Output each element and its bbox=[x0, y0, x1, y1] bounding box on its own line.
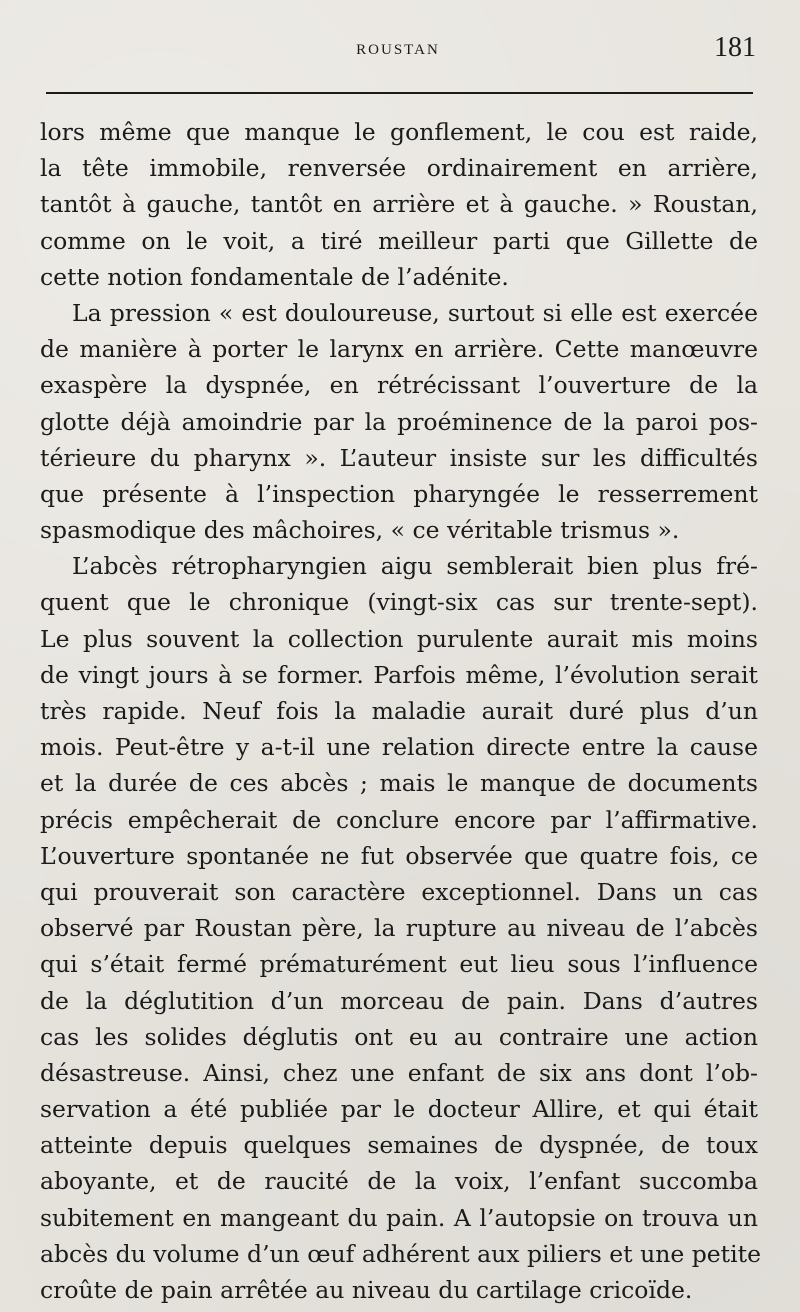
text-line: de vingt jours à se former. Parfois même, l’évolution serait bbox=[40, 660, 758, 689]
text-line: tantôt à gauche, tantôt en arrière et à gauche. » Roustan, bbox=[40, 190, 758, 219]
text-line: que présente à l’inspection pharyngée le resserrement bbox=[40, 479, 758, 508]
text-line: comme on le voit, a tiré meilleur parti que Gillette de bbox=[40, 226, 758, 255]
text-line: L’ouverture spontanée ne fut observée que quatre fois, ce bbox=[40, 841, 758, 870]
body-text bbox=[40, 114, 761, 1304]
text-line: mois. Peut-être y a-t-il une relation directe entre la cause bbox=[40, 733, 758, 762]
text-line: très rapide. Neuf fois la maladie aurait duré plus d’un bbox=[40, 697, 758, 725]
text-line: quent que le chronique (vingt-six cas sur trente-sept). bbox=[40, 588, 758, 617]
page-number: 181 bbox=[714, 32, 756, 63]
text-line: croûte de pain arrêtée au niveau du cartilage cricoïde. bbox=[40, 1276, 693, 1304]
text-line: L’abcès rétropharyngien aigu semblerait bien plus fré- bbox=[72, 552, 758, 581]
text-line: lors même que manque le gonflement, le cou est raide, bbox=[40, 118, 758, 146]
text-line: spasmodique des mâchoires, « ce véritable trismus ». bbox=[40, 516, 680, 545]
text-line: glotte déjà amoindrie par la proéminence de la paroi pos- bbox=[40, 407, 758, 436]
text-line: qui s’était fermé prématurément eut lieu sous l’influence bbox=[40, 950, 758, 979]
text-line: atteinte depuis quelques semaines de dyspnée, de toux bbox=[40, 1131, 758, 1160]
text-line: la tête immobile, renversée ordinairement en arrière, bbox=[40, 154, 758, 183]
text-line: de la déglutition d’un morceau de pain. Dans d’autres bbox=[40, 986, 758, 1015]
text-line: précis empêcherait de conclure encore par l’affirmative. bbox=[40, 805, 758, 834]
text-line: désastreuse. Ainsi, chez une enfant de six ans dont l’ob- bbox=[40, 1058, 758, 1087]
page-header bbox=[40, 30, 756, 70]
text-line: La pression « est douloureuse, surtout si elle est exercée bbox=[72, 298, 758, 327]
header-rule bbox=[46, 92, 753, 94]
text-line: térieure du pharynx ». L’auteur insiste sur les difficultés bbox=[40, 443, 758, 472]
text-line: exaspère la dyspnée, en rétrécissant l’ouverture de la bbox=[40, 371, 758, 400]
text-line: observé par Roustan père, la rupture au niveau de l’abcès bbox=[40, 914, 758, 943]
text-line: qui prouverait son caractère exceptionnel. Dans un cas bbox=[40, 877, 758, 906]
text-line: et la durée de ces abcès ; mais le manque de documents bbox=[40, 769, 758, 798]
text-line: subitement en mangeant du pain. A l’autopsie on trouva un bbox=[40, 1203, 758, 1232]
text-line: de manière à porter le larynx en arrière. Cette manœuvre bbox=[40, 335, 758, 364]
text-line: cas les solides déglutis ont eu au contraire une action bbox=[40, 1022, 758, 1051]
running-head: ROUSTAN bbox=[356, 42, 440, 58]
text-line: aboyante, et de raucité de la voix, l’enfant succomba bbox=[40, 1167, 758, 1196]
text-line: abcès du volume d’un œuf adhérent aux piliers et une petite bbox=[40, 1239, 761, 1268]
text-line: cette notion fondamentale de l’adénite. bbox=[40, 262, 509, 291]
text-line: servation a été publiée par le docteur Allire, et qui était bbox=[40, 1095, 758, 1124]
text-line: Le plus souvent la collection purulente aurait mis moins bbox=[40, 624, 758, 653]
